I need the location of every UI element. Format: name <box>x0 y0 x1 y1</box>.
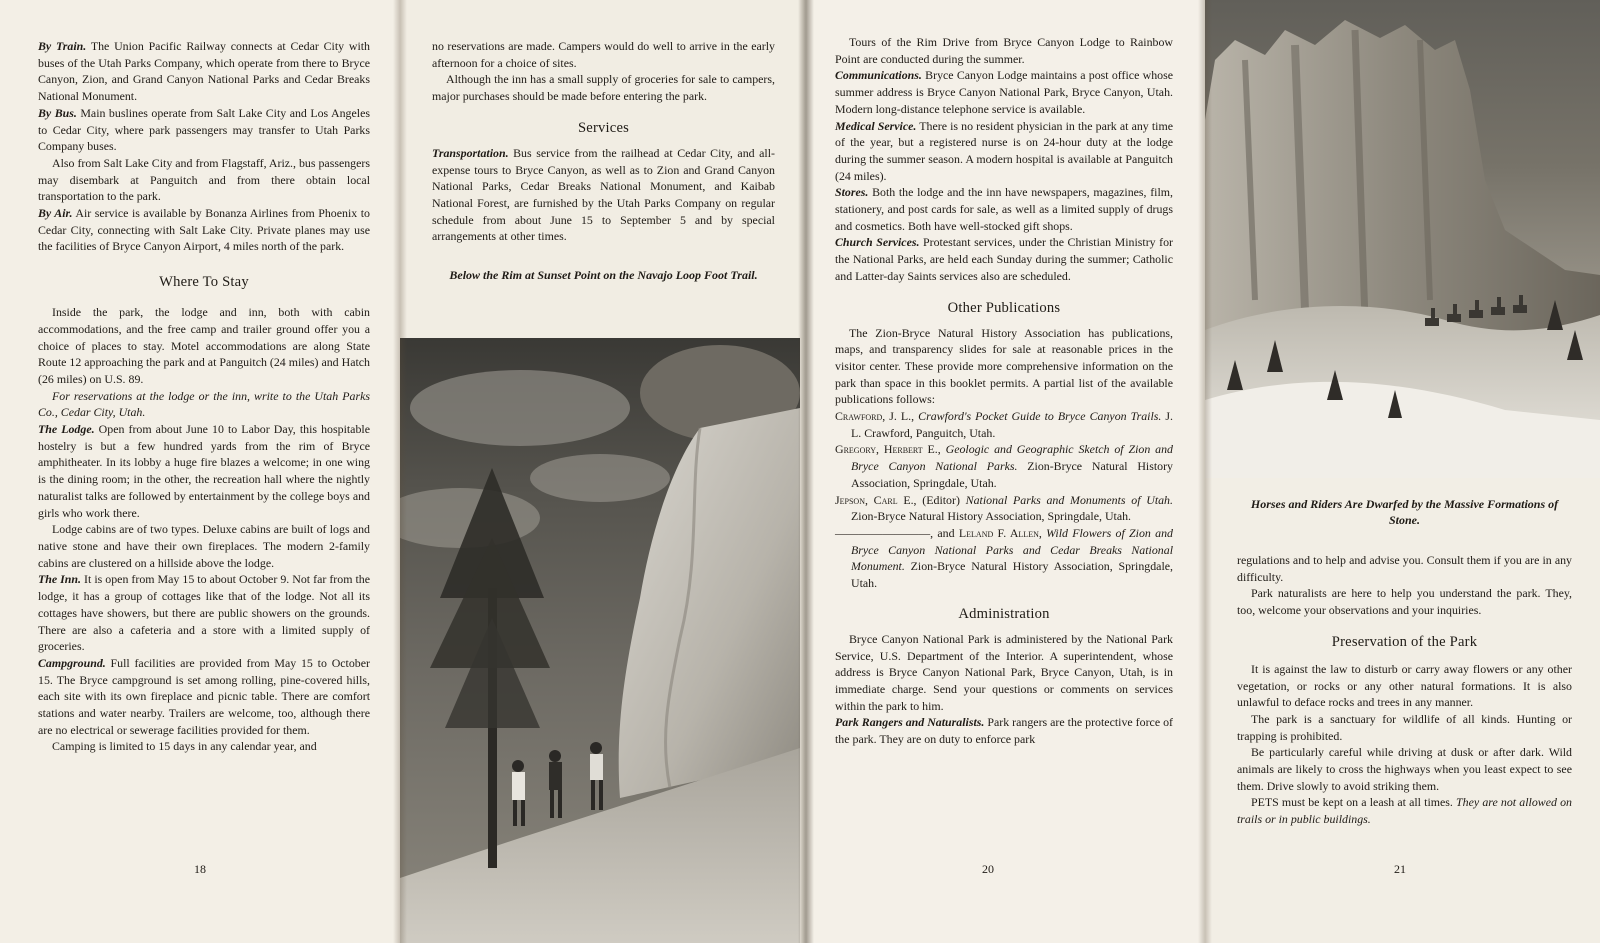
publication-crawford <box>835 408 1173 441</box>
page-21 <box>1205 0 1600 943</box>
services-heading: Services <box>577 119 630 136</box>
stores-heading: Stores. <box>835 185 869 200</box>
camping-limited-paragraph: Camping is limited to 15 days in any calendar year, and <box>52 739 317 754</box>
publication-author: Crawford, J. L., <box>835 409 915 424</box>
lodge-paragraph <box>38 421 370 521</box>
campground-heading: Campground. <box>38 655 106 670</box>
communications-heading: Communications. <box>835 68 922 83</box>
church-heading: Church Services. <box>835 235 920 250</box>
by-bus-paragraph <box>38 105 370 155</box>
publication-title: Wild Flowers of Zion and Bryce Canyon National Parks and Cedar Breaks National Monument. <box>851 525 1173 574</box>
page-19 <box>400 0 805 943</box>
inside-park-paragraph: Inside the park, the lodge and inn, both with cabin accommodations, and the free camp and trailer ground offer you a choice of places to stay. Motel accommodations are along State Route 12 approaching the park and at Panguitch (24 miles) and Hatch (26 miles) on U.S. 89. <box>38 305 370 386</box>
publication-editor: (Editor) <box>922 492 960 507</box>
horses-riders-illustration <box>1205 0 1600 478</box>
pets-paragraph <box>1237 794 1572 827</box>
medical-heading: Medical Service. <box>835 118 917 133</box>
medical-paragraph <box>835 118 1173 185</box>
communications-text: Bryce Canyon Lodge maintains a post office whose summer address is Bryce Canyon National Park, Bryce Canyon, Utah. Modern long-distance telephone service is available. <box>835 68 1173 116</box>
church-text: Protestant services, under the Christian Ministry for the National Parks, are held each Sunday during the summer; Catholic and Latter-day Saints services also are scheduled. <box>835 235 1174 283</box>
campground-text: Full facilities are provided from May 15 to October 15. The Bryce campground is set among rolling, pine-covered hills, each site with its own fireplace and picnic table. There are comfort stations and water nearby. Trailers are welcome, too, although there are no electrical or sewerage facilities provided for them. <box>38 655 370 737</box>
sunset-point-caption: Below the Rim at Sunset Point on the Navajo Loop Foot Trail. <box>449 268 758 283</box>
flagstaff-paragraph: Also from Salt Lake City and from Flagstaff, Ariz., bus passengers may disembark at Panguitch and from there obtain local transportation to the park. <box>38 155 370 204</box>
center-fold <box>798 0 814 943</box>
church-paragraph <box>835 234 1173 284</box>
stores-text: Both the lodge and the inn have newspapers, magazines, film, stationery, and post cards for sale, as well as a limited supply of drugs and cosmetics. Both have well-stocked gift shops. <box>835 185 1173 233</box>
by-air-text: Air service is available by Bonanza Airlines from Phoenix to Cedar City, connecting with Salt Lake City. Private planes may use the facilities of Bryce Canyon Airport, 4 miles north of the park. <box>38 206 370 254</box>
publication-gregory <box>835 441 1173 491</box>
other-publications-paragraph: The Zion-Bryce Natural History Association has publications, maps, and transparency slides for sale at reasonable prices in the visitor center. These provide more comprehensive information on the park than space in this booklet permits. A partial list of the available publications follows: <box>835 325 1173 407</box>
administration-paragraph: Bryce Canyon National Park is administered by the National Park Service, U.S. Department of the Interior. A superintendent, whose address is Bryce Canyon National Park, Bryce Canyon, Utah, is in immediate charge. Send your questions or comments on services within the park to him. <box>835 631 1173 713</box>
publication-title: Crawford's Pocket Guide to Bryce Canyon Trails. <box>918 409 1162 424</box>
publication-dash: ————————, and <box>835 525 955 540</box>
publication-author: Gregory, Herbert E., <box>835 442 941 457</box>
stores-paragraph <box>835 184 1173 234</box>
transportation-text: Bus service from the railhead at Cedar City, and all-expense tours to Bryce Canyon, as well as to Zion and Grand Canyon National Parks, Cedar Breaks National Monument, and Kaibab National Forest, are furnished by the Utah Parks Company on regular schedule from about June 15 to September 5 and by special arrangements at other times. <box>432 145 775 244</box>
lodge-cabins-paragraph: Lodge cabins are of two types. Deluxe cabins are built of logs and native stone and have their own fireplaces. The modern 2-family cabins are clustered on a hillside above the lodge. <box>38 522 370 570</box>
by-bus-text: Main buslines operate from Salt Lake City and Los Angeles to Cedar City, where park passengers may transfer to Utah Parks Company buses. <box>38 105 370 154</box>
publication-publisher: Zion-Bryce Natural History Association, Springdale, Utah. <box>851 459 1173 490</box>
page-18 <box>0 0 400 943</box>
by-bus-heading: By Bus. <box>38 105 77 120</box>
reservations-note: For reservations at the lodge or the inn, write to the Utah Parks Co., Cedar City, Utah. <box>38 388 370 420</box>
sanctuary-paragraph: The park is a sanctuary for wildlife of all kinds. Hunting or trapping is prohibited. <box>1237 711 1572 743</box>
tours-paragraph: Tours of the Rim Drive from Bryce Canyon Lodge to Rainbow Point are conducted during the summer. <box>835 35 1173 66</box>
publication-title: National Parks and Monuments of Utah. <box>965 492 1173 507</box>
preservation-heading: Preservation of the Park <box>1331 633 1478 650</box>
horses-riders-caption: Horses and Riders Are Dwarfed by the Massive Formations of Stone. <box>1250 497 1559 527</box>
page-number: 21 <box>1394 862 1406 876</box>
medical-text: There is no resident physician in the park at any time of the year, but a registered nurse is on 24-hour duty at the lodge during the summer season. A modern hospital is available at Panguitch (24 miles). <box>835 118 1173 183</box>
sunset-point-illustration <box>400 338 800 943</box>
inn-paragraph <box>38 571 370 655</box>
publication-publisher: Zion-Bryce Natural History Association, Springdale, Utah. <box>851 509 1132 524</box>
communications-paragraph <box>835 67 1173 117</box>
lodge-heading: The Lodge. <box>38 422 95 437</box>
page-gutter <box>1198 0 1212 943</box>
page-number: 20 <box>982 862 994 876</box>
transportation-paragraph <box>432 145 775 245</box>
inn-text: It is open from May 15 to about October 9. Not far from the lodge, it has a group of cottages like that of the lodge. Not all its cottages have showers, but there are public showers on the grounds. There are also a cafeteria and a store with a limited supply of groceries. <box>38 572 371 654</box>
rangers-paragraph <box>835 714 1173 747</box>
page-20 <box>805 0 1205 943</box>
publication-author: Jepson, Carl E., <box>835 492 917 507</box>
publication-jepson <box>835 492 1173 525</box>
rangers-heading: Park Rangers and Naturalists. <box>835 715 985 730</box>
by-air-paragraph <box>38 205 370 255</box>
by-train-text: The Union Pacific Railway connects at Cedar City with buses of the Utah Parks Company, which operate from there to Bryce Canyon, Zion, and Grand Canyon National Parks and Cedar Breaks National Monument. <box>38 39 371 104</box>
rangers-text: Park rangers are the protective force of the park. They are on duty to enforce park <box>835 715 1173 747</box>
sunset-point-photo <box>400 338 800 943</box>
regulations-paragraph: regulations and to help and advise you. Consult them if you are in any difficulty. <box>1237 553 1572 584</box>
publication-allen <box>835 525 1173 592</box>
inn-heading: The Inn. <box>38 572 82 587</box>
page-number: 18 <box>194 862 206 876</box>
continued-paragraph: no reservations are made. Campers would do well to arrive in the early afternoon for a choice of sites. <box>432 39 775 70</box>
page-21-text <box>1237 552 1572 828</box>
careful-driving-paragraph: Be particularly careful while driving at dusk or after dark. Wild animals are likely to cross the highways when you least expect to see them. Drive slowly to avoid striking them. <box>1237 745 1572 793</box>
by-air-heading: By Air. <box>38 206 73 221</box>
other-publications-heading: Other Publications <box>947 299 1061 316</box>
by-train-heading: By Train. <box>38 39 87 53</box>
naturalists-paragraph: Park naturalists are here to help you understand the park. They, too, welcome your observations and your inquiries. <box>1237 586 1572 618</box>
horses-riders-photo <box>1205 0 1600 478</box>
publication-publisher: J. L. Crawford, Panguitch, Utah. <box>851 409 1173 440</box>
pets-restriction: They are not allowed on trails or in public buildings. <box>1237 795 1572 827</box>
page-gutter <box>393 0 407 943</box>
publication-title: Geologic and Geographic Sketch of Zion and Bryce Canyon National Parks. <box>851 442 1173 474</box>
lodge-text: Open from about June 10 to Labor Day, this hospitable hostelry is but a few hundred yards from the rim of Bryce amphitheater. In its lobby a huge fire blazes a welcome; in one wing is the dining room; in the other, the recreation hall where the nightly naturalist talks are followed by entertainment by the college boys and girls who work there. <box>38 422 370 520</box>
administration-heading: Administration <box>958 605 1050 622</box>
against-law-paragraph: It is against the law to disturb or carry away flowers or any other vegetation, or rocks or any other natural formations. It is also unlawful to deface rocks and trees in any manner. <box>1237 661 1572 710</box>
groceries-paragraph: Although the inn has a small supply of groceries for sale to campers, major purchases should be made before entering the park. <box>432 72 775 104</box>
campground-paragraph <box>38 655 370 739</box>
pets-rule: PETS must be kept on a leash at all times. <box>1251 795 1453 810</box>
where-to-stay-heading: Where To Stay <box>159 274 249 291</box>
by-train-paragraph <box>38 38 370 105</box>
transportation-heading: Transportation. <box>432 145 509 160</box>
publication-publisher: Zion-Bryce Natural History Association, Springdale, Utah. <box>851 559 1173 591</box>
publication-author: Leland F. Allen, <box>958 525 1042 540</box>
